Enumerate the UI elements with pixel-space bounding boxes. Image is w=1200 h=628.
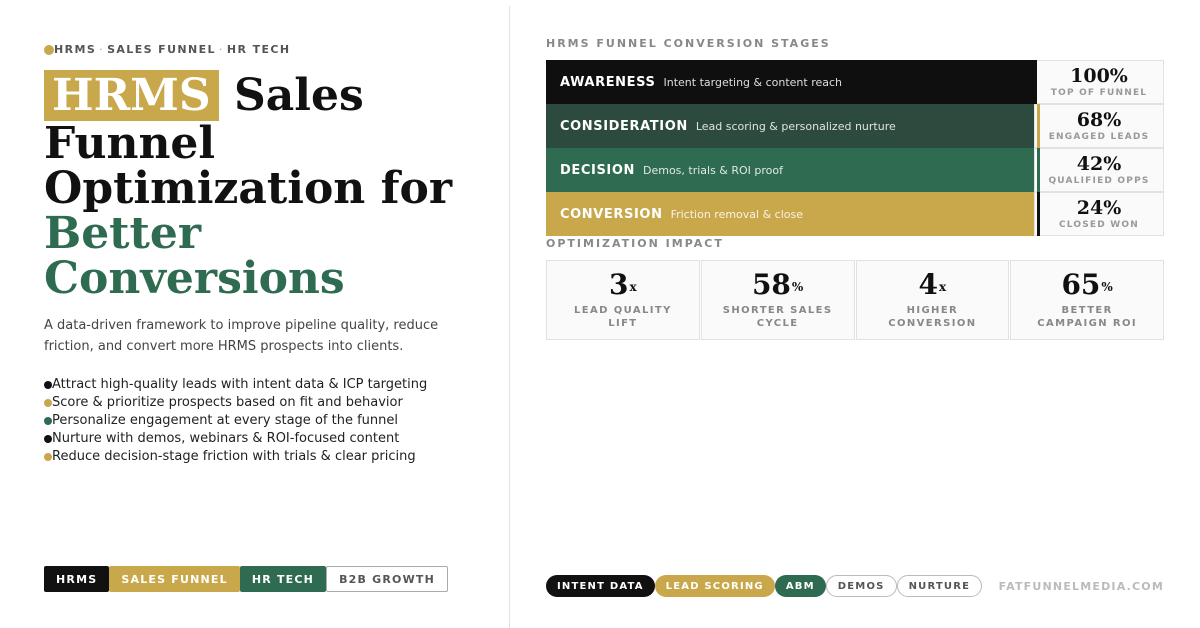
title-line-3: Optimization for [44, 163, 453, 214]
stage-percent: 68% [1076, 109, 1122, 131]
funnel-stages [546, 60, 1164, 236]
tag-hrms: HRMS [44, 566, 109, 592]
bullet-dot-icon [44, 453, 52, 461]
impact-unit: % [791, 280, 804, 294]
stage-bar-awareness [546, 60, 1034, 104]
stage-label: CLOSED WON [1058, 220, 1139, 230]
impact-value [1061, 270, 1112, 300]
impact-value [609, 270, 637, 300]
tag-b2b-growth: B2B GROWTH [326, 566, 448, 592]
page-title [44, 70, 494, 304]
bullet-item [44, 376, 427, 394]
eyebrow-separator: · [99, 43, 105, 56]
stage-name: DECISION [560, 162, 635, 178]
eyebrow [44, 43, 290, 56]
pill-lead-scoring: LEAD SCORING [655, 575, 775, 597]
stage-edge-accent [1037, 192, 1040, 236]
bullet-text: Attract high-quality leads with intent data & ICP targeting [52, 377, 428, 392]
impact-caption: HIGHER CONVERSION [888, 305, 977, 329]
bullet-dot-icon [44, 399, 52, 407]
title-line-2: Funnel [44, 118, 216, 169]
stage-label: ENGAGED LEADS [1048, 132, 1150, 142]
impact-card [856, 260, 1010, 340]
stage-label: QUALIFIED OPPS [1048, 176, 1150, 186]
bullet-dot-icon [44, 435, 52, 443]
stage-subtitle: Demos, trials & ROI proof [642, 163, 784, 177]
stage-subtitle: Friction removal & close [670, 207, 803, 221]
stage-subtitle: Intent targeting & content reach [663, 75, 843, 89]
bullet-item [44, 394, 427, 412]
stage-subtitle: Lead scoring & personalized nurture [695, 119, 896, 133]
stage-bar-consideration [546, 104, 1037, 148]
pill-demos: DEMOS [826, 575, 897, 597]
eyebrow-separator: · [218, 43, 224, 56]
stage-edge-accent [1037, 148, 1040, 192]
title-highlight: HRMS [44, 70, 219, 121]
impact-card [1010, 260, 1164, 340]
bullet-item [44, 412, 427, 430]
impact-card [546, 260, 700, 340]
impact-number: 3 [609, 268, 629, 301]
bullet-text: Nurture with demos, webinars & ROI-focused content [52, 431, 400, 446]
stage-edge-accent [1037, 104, 1040, 148]
stage-stat [1034, 104, 1164, 148]
stage-stat [1034, 60, 1164, 104]
funnel-stage [546, 104, 1164, 148]
gold-dot-icon [44, 45, 54, 55]
stage-bar-conversion [546, 192, 1037, 236]
impact-unit: x [939, 280, 947, 294]
impact-value [919, 270, 947, 300]
impact-caption: LEAD QUALITY LIFT [574, 305, 672, 329]
bullet-text: Reduce decision-stage friction with trials & clear pricing [52, 449, 416, 464]
bullet-list [44, 376, 427, 466]
stage-percent: 42% [1076, 153, 1122, 175]
tag-row [44, 566, 448, 592]
pill-abm: ABM [775, 575, 826, 597]
bullet-text: Score & prioritize prospects based on fit and behavior [52, 395, 403, 410]
stage-percent: 100% [1070, 65, 1128, 87]
impact-card [701, 260, 855, 340]
funnel-section-title: HRMS FUNNEL CONVERSION STAGES [546, 37, 831, 50]
impact-section-title: OPTIMIZATION IMPACT [546, 237, 724, 250]
stage-stat [1034, 148, 1164, 192]
stage-name: CONSIDERATION [560, 118, 688, 134]
title-rest: Sales [218, 70, 364, 121]
title-green-1: Better [44, 208, 202, 259]
bullet-text: Personalize engagement at every stage of the funnel [52, 413, 398, 428]
stage-label: TOP OF FUNNEL [1050, 88, 1148, 98]
impact-number: 4 [918, 268, 939, 301]
impact-unit: % [1101, 280, 1113, 294]
tag-sales-funnel: SALES FUNNEL [109, 566, 240, 592]
stage-percent: 24% [1076, 197, 1122, 219]
title-green-2: Conversions [44, 253, 345, 304]
description: A data-driven framework to improve pipeline quality, reduce friction, and convert more HRMS prospects into clients. [44, 318, 439, 354]
funnel-stage [546, 192, 1164, 236]
keyword-pills [546, 575, 982, 597]
eyebrow-part-2: SALES FUNNEL [107, 43, 216, 56]
eyebrow-part-3: HR TECH [226, 43, 291, 56]
impact-number: 65 [1061, 268, 1101, 301]
stage-edge-accent [1034, 60, 1037, 104]
stage-stat [1034, 192, 1164, 236]
bullet-item [44, 430, 427, 448]
bullet-dot-icon [44, 417, 52, 425]
right-panel [510, 0, 1200, 628]
pill-nurture: NURTURE [897, 575, 983, 597]
funnel-stage [546, 60, 1164, 104]
pill-intent-data: INTENT DATA [546, 575, 655, 597]
bullet-item [44, 448, 427, 466]
footer-url[interactable]: FATFUNNELMEDIA.COM [998, 580, 1164, 593]
impact-number: 58 [751, 268, 791, 301]
bullet-dot-icon [44, 381, 52, 389]
impact-cards [546, 260, 1164, 340]
stage-bar-decision [546, 148, 1037, 192]
left-panel [0, 0, 510, 628]
tag-hr-tech: HR TECH [240, 566, 326, 592]
impact-caption: SHORTER SALES CYCLE [722, 305, 833, 329]
stage-name: AWARENESS [560, 74, 656, 90]
impact-unit: x [629, 280, 637, 294]
stage-name: CONVERSION [560, 206, 663, 222]
funnel-stage [546, 148, 1164, 192]
eyebrow-part-1: HRMS [54, 43, 97, 56]
impact-caption: BETTER CAMPAIGN ROI [1037, 305, 1137, 329]
impact-value [752, 270, 803, 300]
